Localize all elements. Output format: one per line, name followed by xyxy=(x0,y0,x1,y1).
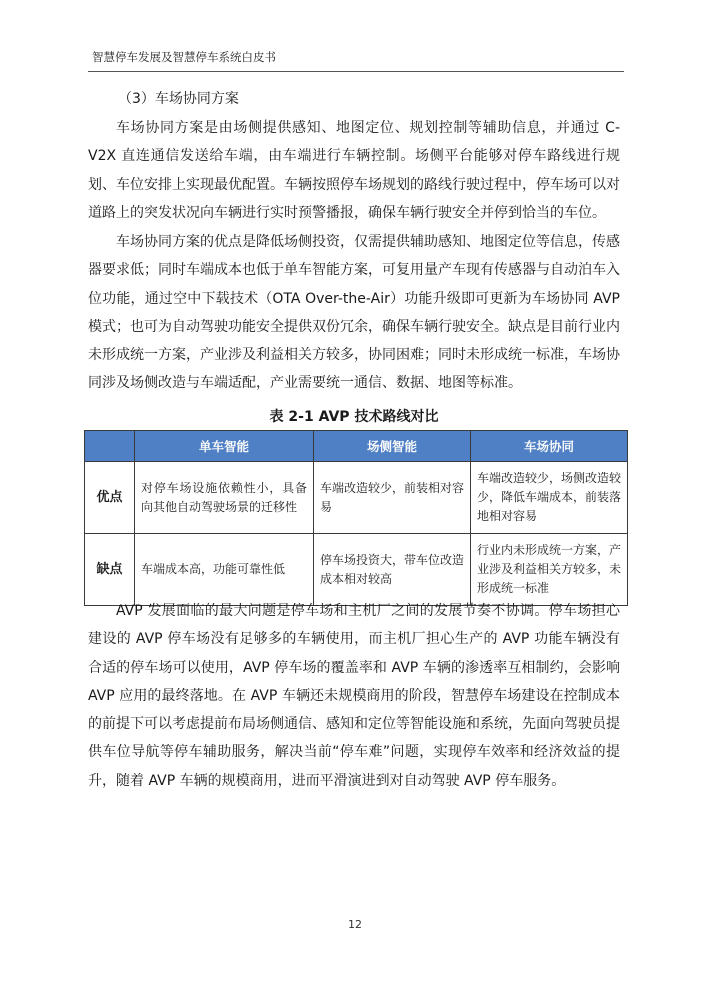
table-header-cell: 车场协同 xyxy=(471,431,628,462)
table-cell: 行业内未形成统一方案，产业涉及利益相关方较多，未形成统一标准 xyxy=(471,534,628,606)
table-cell: 车端改造较少，前装相对容易 xyxy=(314,462,471,534)
row-label: 缺点 xyxy=(85,534,135,606)
paragraph-scheme-description: 车场协同方案是由场侧提供感知、地图定位、规划控制等辅助信息，并通过 C-V2X 直连通信发送给车端，由车端进行车辆控制。场侧平台能够对停车路线进行规划、车位安排上实现最优配置。车辆按照停车场规划的路线行驶过程中，停车场可以对道路上的突发状况向车辆进行实时预警播报，确保车辆行驶安全并停到恰当的车位。 xyxy=(88,120,620,221)
table-header-row xyxy=(85,431,628,462)
table-cell: 停车场投资大，带车位改造成本相对较高 xyxy=(314,534,471,606)
table-header-corner xyxy=(85,431,135,462)
page-number: 12 xyxy=(348,918,362,931)
table-cell: 车端成本高，功能可靠性低 xyxy=(135,534,314,606)
paragraph-avp-challenges: AVP 发展面临的最大问题是停车场和主机厂之间的发展节奏不协调。停车场担心建设的 AVP 停车场没有足够多的车辆使用，而主机厂担心生产的 AVP 功能车辆没有合适的停车场可以使用，AVP 停车场的覆盖率和 AVP 车辆的渗透率互相制约，会影响 AVP 应用的最终落地。在 AVP 车辆还未规模商用的阶段，智慧停车场建设在控制成本的前提下可以考虑提前布局场侧通信、感知和定位等智能设施和系统，先面向驾驶员提供车位导航等停车辅助服务，解决当前“停车难”问题，实现停车效率和经济效益的提升，随着 AVP 车辆的规模商用，进而平滑演进到对自动驾驶 AVP 停车服务。 xyxy=(88,603,620,789)
table-row xyxy=(85,462,628,534)
running-header: 智慧停车发展及智慧停车系统白皮书 xyxy=(92,50,276,64)
table-header-cell: 单车智能 xyxy=(135,431,314,462)
table-row xyxy=(85,534,628,606)
table-cell: 对停车场设施依赖性小，具备向其他自动驾驶场景的迁移性 xyxy=(135,462,314,534)
table-cell: 车端改造较少，场侧改造较少，降低车端成本，前装落地相对容易 xyxy=(471,462,628,534)
section-title: （3）车场协同方案 xyxy=(118,91,239,107)
paragraph-pros-cons: 车场协同方案的优点是降低场侧投资，仅需提供辅助感知、地图定位等信息，传感器要求低；同时车端成本也低于单车智能方案，可复用量产车现有传感器与自动泊车入位功能，通过空中下载技术（OTA Over-the-Air）功能升级即可更新为车场协同 AVP 模式；也可为自动驾驶功能安全提供双份冗余，确保车辆行驶安全。缺点是目前行业内未形成统一方案，产业涉及利益相关方较多，协同困难；同时未形成统一标准，车场协同涉及场侧改造与车端适配，产业需要统一通信、数据、地图等标准。 xyxy=(88,234,620,392)
row-label: 优点 xyxy=(85,462,135,534)
table-caption: 表 2-1 AVP 技术路线对比 xyxy=(269,409,439,425)
header-divider xyxy=(88,71,624,72)
table-header-cell: 场侧智能 xyxy=(314,431,471,462)
avp-comparison-table xyxy=(84,430,628,606)
